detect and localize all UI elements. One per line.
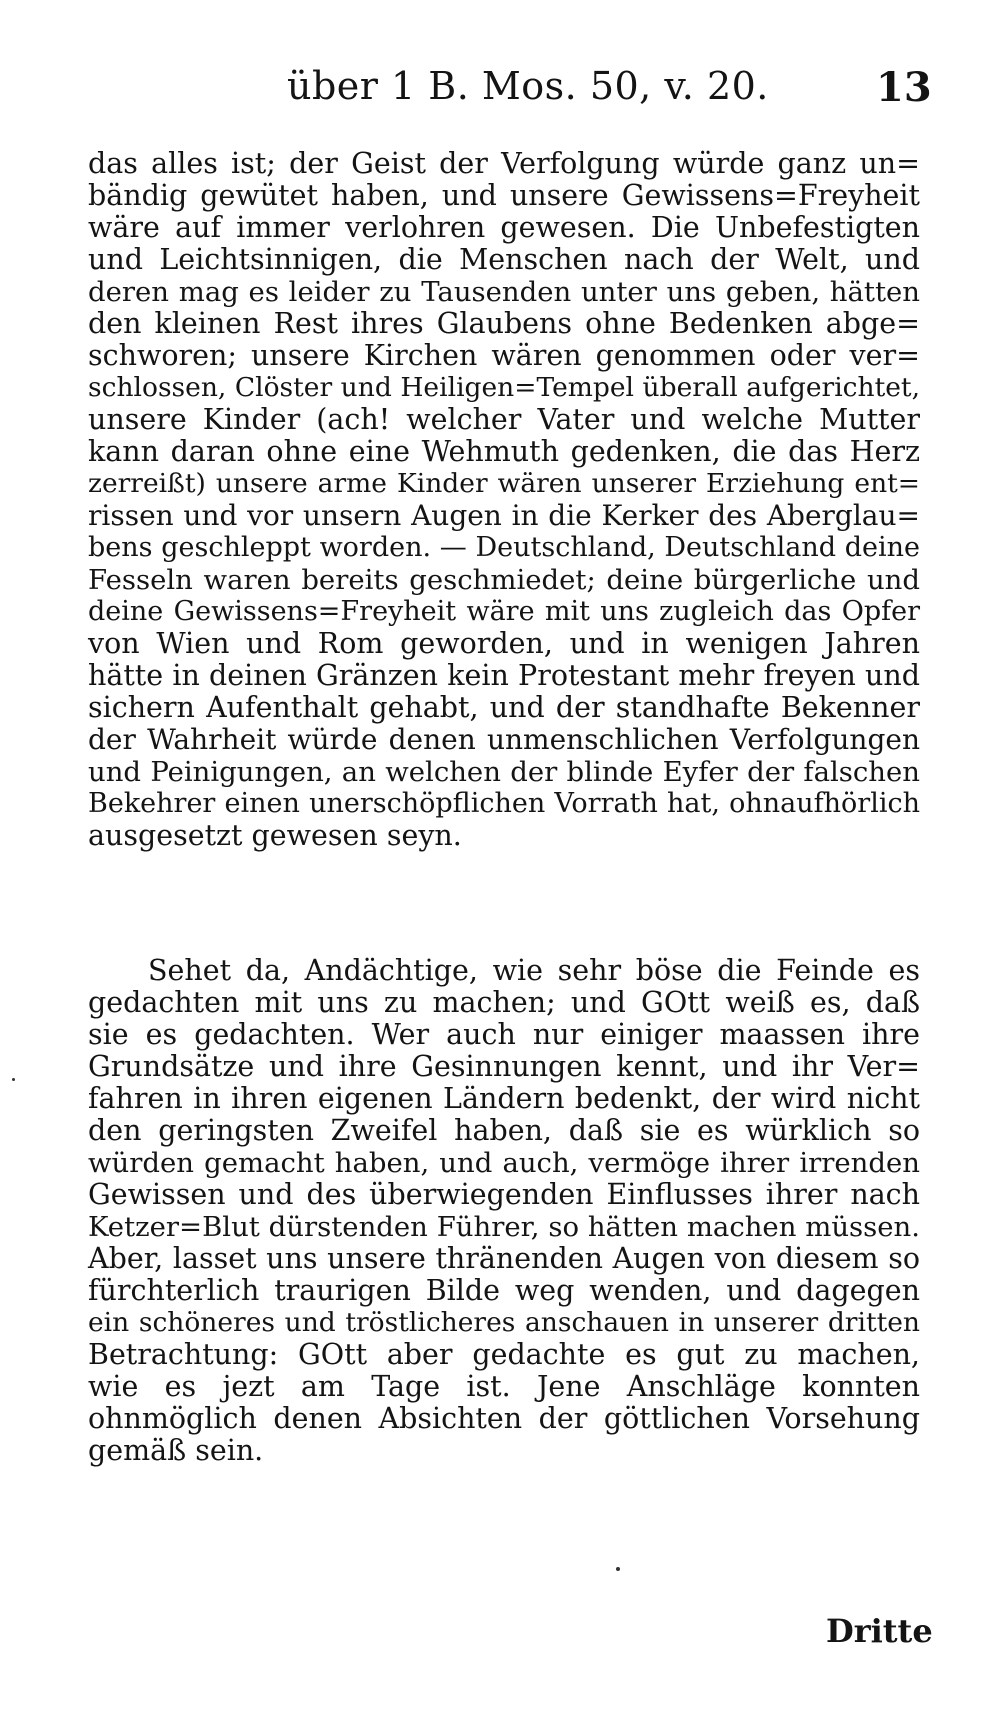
paragraph-2 xyxy=(88,955,920,1467)
text-line: wäre auf immer verlohren gewesen. Die Unbefestigten xyxy=(88,211,920,244)
text-line: ausgesetzt gewesen seyn. xyxy=(88,819,462,852)
text-line: Bekehrer einen unerschöpflichen Vorrath hat, ohnaufhörlich xyxy=(88,788,920,819)
running-head: über 1 B. Mos. 50, v. 20. xyxy=(287,64,769,108)
text-line: wie es jezt am Tage ist. Jene Anschläge konnten xyxy=(88,1370,920,1403)
text-line: von Wien und Rom geworden, und in wenigen Jahren xyxy=(88,627,920,660)
text-line: Ketzer=Blut dürstenden Führer, so hätten machen müssen. xyxy=(88,1211,920,1243)
text-line: ohnmöglich denen Absichten der göttlichen Vorsehung xyxy=(88,1402,920,1435)
text-line: fürchterlich traurigen Bilde weg wenden, und dagegen xyxy=(88,1274,920,1307)
text-line: sichern Aufenthalt gehabt, und der standhafte Bekenner xyxy=(88,691,920,724)
text-line: Grundsätze und ihre Gesinnungen kennt, und ihr Ver= xyxy=(88,1050,920,1083)
text-line: gemäß sein. xyxy=(88,1434,264,1467)
text-line: deine Gewissens=Freyheit wäre mit uns zugleich das Opfer xyxy=(88,596,920,627)
text-line: ein schöneres und tröstlicheres anschauen in unserer dritten xyxy=(88,1307,920,1338)
text-line: unsere Kinder (ach! welcher Vater und welche Mutter xyxy=(88,403,920,436)
text-line: deren mag es leider zu Tausenden unter uns geben, hätten xyxy=(88,276,920,308)
text-line: bändig gewütet haben, und unsere Gewissens=Freyheit xyxy=(88,179,920,212)
text-line: rissen und vor unsern Augen in die Kerker des Aberglau= xyxy=(88,499,920,532)
text-line: zerreißt) unsere arme Kinder wären unserer Erziehung ent= xyxy=(88,468,920,499)
text-line: schworen; unsere Kirchen wären genommen oder ver= xyxy=(88,339,920,372)
text-line: sie es gedachten. Wer auch nur einiger maassen ihre xyxy=(88,1018,920,1051)
text-line: hätte in deinen Gränzen kein Protestant mehr freyen und xyxy=(88,659,920,692)
text-line: Fesseln waren bereits geschmiedet; deine bürgerliche und xyxy=(88,564,920,596)
text-line: den geringsten Zweifel haben, daß sie es würklich so xyxy=(88,1114,920,1147)
text-line: Sehet da, Andächtige, wie sehr böse die Feinde es xyxy=(148,954,920,987)
print-speck xyxy=(616,1567,620,1571)
text-line: und Peinigungen, an welchen der blinde Eyfer der falschen xyxy=(88,756,920,788)
text-line: gedachten mit uns zu machen; und GOtt weiß es, daß xyxy=(88,986,920,1019)
text-line: Gewissen und des überwiegenden Einflusses ihrer nach xyxy=(88,1178,920,1211)
text-line: würden gemacht haben, und auch, vermöge ihrer irrenden xyxy=(88,1147,920,1179)
text-line: schlossen, Clöster und Heiligen=Tempel überall aufgerichtet, xyxy=(88,372,920,403)
print-speck xyxy=(12,1078,15,1081)
text-line: den kleinen Rest ihres Glaubens ohne Bedenken abge= xyxy=(88,307,920,340)
text-line: Aber, lasset uns unsere thränenden Augen von diesem so xyxy=(88,1242,920,1275)
text-line: bens geschleppt worden. — Deutschland, Deutschland deine xyxy=(88,532,920,563)
text-line: Betrachtung: GOtt aber gedachte es gut zu machen, xyxy=(88,1338,920,1371)
catchword: Dritte xyxy=(826,1612,933,1650)
text-line: fahren in ihren eigenen Ländern bedenkt, der wird nicht xyxy=(88,1082,920,1115)
paragraph-1 xyxy=(88,148,920,852)
text-line: der Wahrheit würde denen unmenschlichen Verfolgungen xyxy=(88,723,920,756)
text-line: und Leichtsinnigen, die Menschen nach der Welt, und xyxy=(88,243,920,276)
text-line: das alles ist; der Geist der Verfolgung würde ganz un= xyxy=(88,147,920,180)
text-line: kann daran ohne eine Wehmuth gedenken, die das Herz xyxy=(88,435,920,468)
page-number: 13 xyxy=(876,64,932,111)
